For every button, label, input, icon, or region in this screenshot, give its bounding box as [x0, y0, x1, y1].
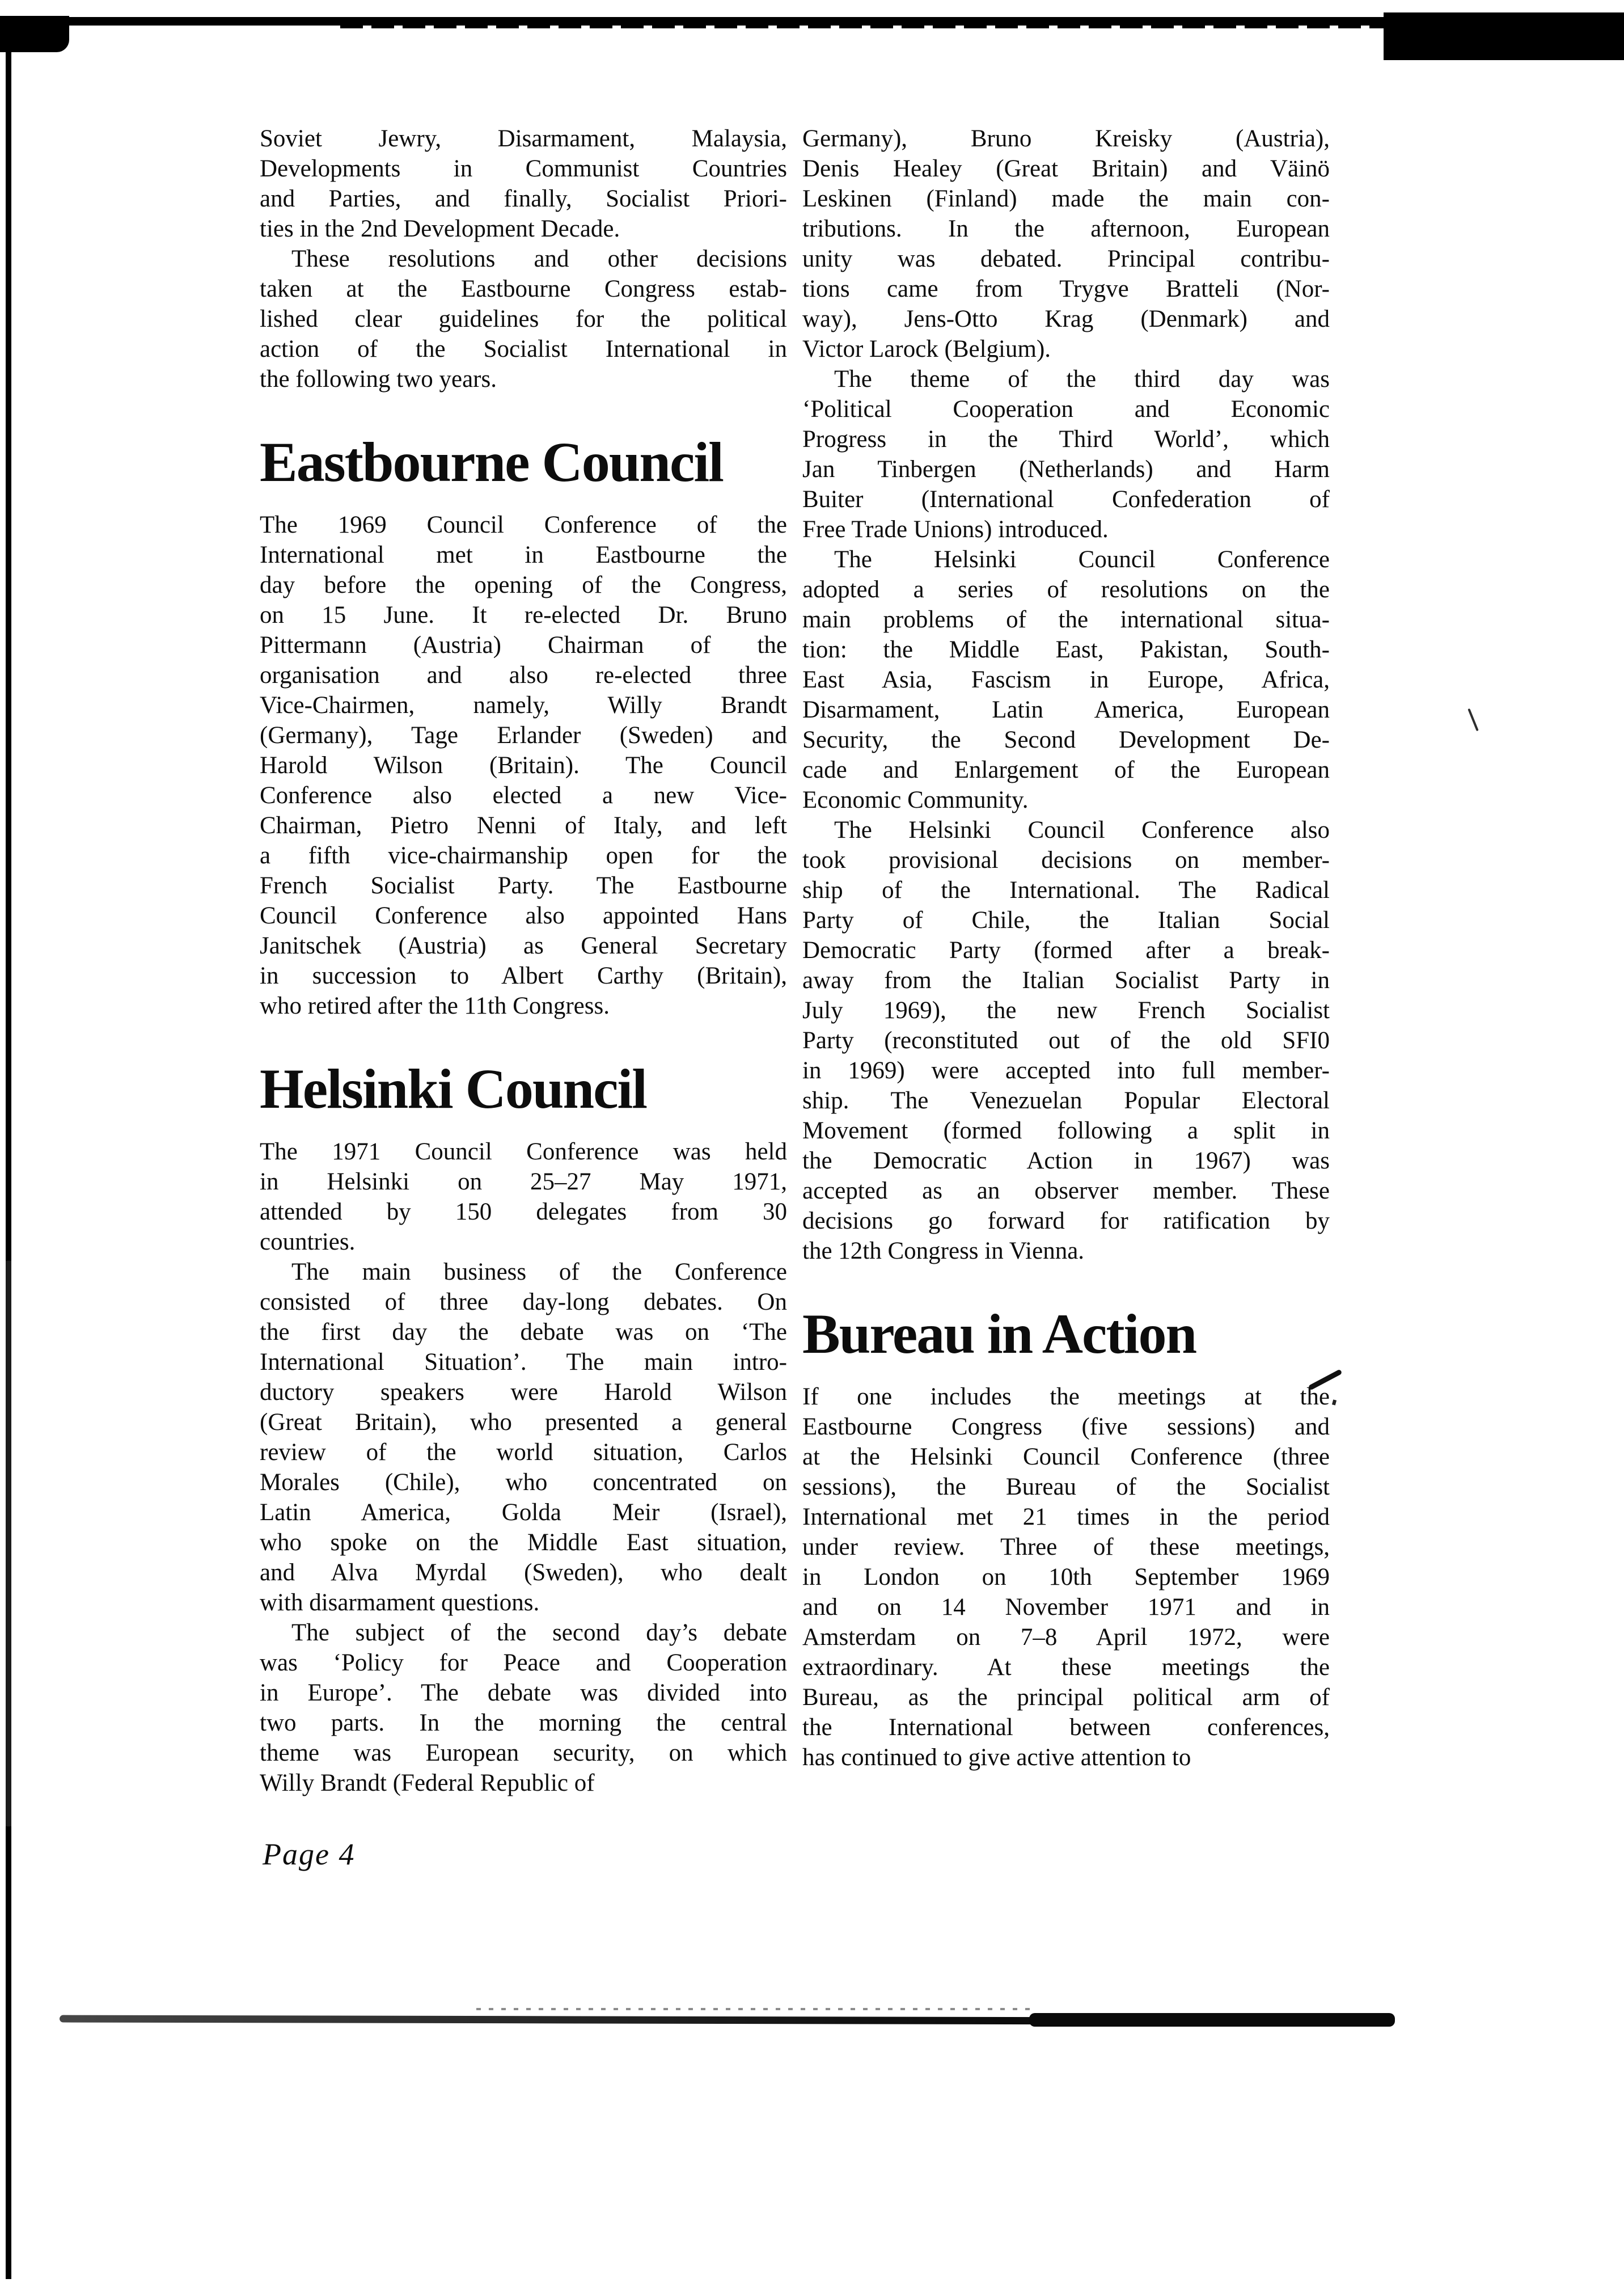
text-line: Soviet Jewry, Disarmament, Malaysia,	[260, 125, 787, 152]
text-line: If one includes the meetings at the	[802, 1383, 1330, 1410]
text-line: in 1969) were accepted into full member-	[802, 1057, 1330, 1084]
text-line: unity was debated. Principal contribu-	[802, 246, 1330, 272]
left-edge-scan-line	[6, 16, 11, 2279]
text-line: who retired after the 11th Congress.	[260, 993, 610, 1019]
text-line: (Great Britain), who presented a general	[260, 1409, 787, 1436]
text-line: Movement (formed following a split in	[802, 1117, 1330, 1144]
text-line: The Helsinki Council Conference	[834, 546, 1330, 573]
pen-dot-artifact	[1332, 1399, 1337, 1405]
text-line: ‘Political Cooperation and Economic	[802, 396, 1330, 423]
text-line: action of the Socialist International in	[260, 336, 787, 362]
text-line: adopted a series of resolutions on the	[802, 576, 1330, 603]
text-line: Germany), Bruno Kreisky (Austria),	[802, 125, 1330, 152]
section-heading: Eastbourne Council	[260, 431, 723, 493]
text-line: who spoke on the Middle East situation,	[260, 1529, 787, 1556]
text-line: cade and Enlargement of the European	[802, 757, 1330, 783]
text-line: ductory speakers were Harold Wilson	[260, 1379, 787, 1406]
text-line: Economic Community.	[802, 787, 1029, 813]
text-line: in Europe’. The debate was divided into	[260, 1680, 787, 1706]
text-line: two parts. In the morning the central	[260, 1710, 787, 1736]
text-line: under review. Three of these meetings,	[802, 1534, 1330, 1560]
text-line: and Alva Myrdal (Sweden), who dealt	[260, 1559, 787, 1586]
text-line: consisted of three day-long debates. On	[260, 1289, 787, 1315]
paragraph	[260, 1618, 787, 1798]
stray-mark-artifact	[1467, 708, 1478, 731]
text-line: in Helsinki on 25–27 May 1971,	[260, 1168, 787, 1195]
page-number-label: Page 4	[263, 1837, 356, 1871]
top-edge-scan-bar	[0, 17, 1624, 26]
text-line: Chairman, Pietro Nenni of Italy, and left	[260, 812, 787, 839]
text-line: was ‘Policy for Peace and Cooperation	[260, 1649, 787, 1676]
text-line: Amsterdam on 7–8 April 1972, were	[802, 1624, 1330, 1651]
text-line: the 12th Congress in Vienna.	[802, 1238, 1085, 1264]
text-line: day before the opening of the Congress,	[260, 572, 787, 598]
text-line: taken at the Eastbourne Congress estab-	[260, 276, 787, 302]
text-line: Disarmament, Latin America, European	[802, 697, 1330, 723]
text-line: the Democratic Action in 1967) was	[802, 1147, 1330, 1174]
text-line: with disarmament questions.	[260, 1589, 540, 1616]
text-line: sessions), the Bureau of the Socialist	[802, 1474, 1330, 1500]
text-line: decisions go forward for ratification by	[802, 1208, 1330, 1234]
text-line: Pittermann (Austria) Chairman of the	[260, 632, 787, 659]
text-line: countries.	[260, 1229, 356, 1255]
column-right	[802, 124, 1330, 1773]
text-line: Vice-Chairmen, namely, Willy Brandt	[260, 692, 787, 719]
text-line: Bureau, as the principal political arm of	[802, 1684, 1330, 1711]
text-line: the International between conferences,	[802, 1714, 1330, 1741]
text-line: theme was European security, on which	[260, 1740, 787, 1766]
text-line: tributions. In the afternoon, European	[802, 216, 1330, 242]
text-line: French Socialist Party. The Eastbourne	[260, 872, 787, 899]
text-line: away from the Italian Socialist Party in	[802, 967, 1330, 994]
text-line: a fifth vice-chairmanship open for the	[260, 842, 787, 869]
bottom-rule-scratch-faint	[476, 2008, 1038, 2010]
text-line: The subject of the second day’s debate	[291, 1619, 787, 1646]
text-line: on 15 June. It re-elected Dr. Bruno	[260, 602, 787, 628]
paragraph	[802, 1382, 1330, 1773]
text-line: International Situation’. The main intro-	[260, 1349, 787, 1375]
text-line: East Asia, Fascism in Europe, Africa,	[802, 666, 1330, 693]
paragraph	[260, 1137, 787, 1257]
text-line: organisation and also re-elected three	[260, 662, 787, 689]
text-line: and Parties, and finally, Socialist Priori-	[260, 185, 787, 212]
text-line: the following two years.	[260, 366, 497, 393]
paragraph	[802, 124, 1330, 364]
text-line: and on 14 November 1971 and in	[802, 1594, 1330, 1621]
paragraph	[260, 1257, 787, 1618]
text-line: Buiter (International Confederation of	[802, 486, 1330, 513]
text-line: main problems of the international situa-	[802, 606, 1330, 633]
text-line: The 1969 Council Conference of the	[260, 512, 787, 538]
text-line: The 1971 Council Conference was held	[260, 1138, 787, 1165]
column-left	[260, 124, 787, 1798]
text-line: Eastbourne Congress (five sessions) and	[802, 1413, 1330, 1440]
text-line: International met in Eastbourne the	[260, 542, 787, 568]
top-right-scan-block	[1384, 12, 1624, 60]
text-line: Developments in Communist Countries	[260, 155, 787, 182]
text-line: (Germany), Tage Erlander (Sweden) and	[260, 722, 787, 749]
top-edge-scan-bar-ragged	[340, 26, 1418, 28]
text-line: The theme of the third day was	[834, 366, 1330, 393]
text-line: Jan Tinbergen (Netherlands) and Harm	[802, 456, 1330, 483]
text-line: Free Trade Unions) introduced.	[802, 516, 1109, 543]
text-line: Democratic Party (formed after a break-	[802, 937, 1330, 964]
text-line: Party of Chile, the Italian Social	[802, 907, 1330, 934]
paragraph	[260, 510, 787, 1021]
text-line: International met 21 times in the period	[802, 1504, 1330, 1530]
text-line: These resolutions and other decisions	[291, 246, 787, 272]
text-line: July 1969), the new French Socialist	[802, 997, 1330, 1024]
text-line: The Helsinki Council Conference also	[834, 817, 1330, 843]
paragraph	[260, 124, 787, 244]
text-line: took provisional decisions on member-	[802, 847, 1330, 874]
text-line: lished clear guidelines for the political	[260, 306, 787, 332]
section-heading: Helsinki Council	[260, 1057, 647, 1120]
paragraph	[802, 815, 1330, 1266]
text-line: ship. The Venezuelan Popular Electoral	[802, 1087, 1330, 1114]
text-line: at the Helsinki Council Conference (three	[802, 1444, 1330, 1470]
text-line: Willy Brandt (Federal Republic of	[260, 1770, 595, 1796]
text-line: Progress in the Third World’, which	[802, 426, 1330, 453]
paragraph	[802, 545, 1330, 815]
text-line: accepted as an observer member. These	[802, 1178, 1330, 1204]
text-line: Security, the Second Development De-	[802, 727, 1330, 753]
section-heading: Bureau in Action	[802, 1302, 1196, 1365]
text-line: way), Jens-Otto Krag (Denmark) and	[802, 306, 1330, 332]
text-line: Party (reconstituted out of the old SFI0	[802, 1027, 1330, 1054]
text-line: Morales (Chile), who concentrated on	[260, 1469, 787, 1496]
bottom-rule-scratch-thick	[1029, 2013, 1395, 2027]
text-line: Conference also elected a new Vice-	[260, 782, 787, 809]
text-line: in London on 10th September 1969	[802, 1564, 1330, 1590]
text-line: in succession to Albert Carthy (Britain),	[260, 963, 787, 989]
text-line: attended by 150 delegates from 30	[260, 1199, 787, 1225]
text-line: ties in the 2nd Development Decade.	[260, 216, 620, 242]
text-line: the first day the debate was on ‘The	[260, 1319, 787, 1345]
text-line: extraordinary. At these meetings the	[802, 1654, 1330, 1681]
text-line: review of the world situation, Carlos	[260, 1439, 787, 1466]
text-line: Victor Larock (Belgium).	[802, 336, 1051, 362]
text-line: Council Conference also appointed Hans	[260, 902, 787, 929]
text-line: Harold Wilson (Britain). The Council	[260, 752, 787, 779]
paragraph	[802, 364, 1330, 545]
text-line: tion: the Middle East, Pakistan, South-	[802, 636, 1330, 663]
text-line: Janitschek (Austria) as General Secretary	[260, 932, 787, 959]
paragraph	[260, 244, 787, 394]
text-line: Leskinen (Finland) made the main con-	[802, 185, 1330, 212]
text-line: tions came from Trygve Bratteli (Nor-	[802, 276, 1330, 302]
text-line: Denis Healey (Great Britain) and Väinö	[802, 155, 1330, 182]
text-line: The main business of the Conference	[291, 1259, 787, 1285]
text-line: has continued to give active attention to	[802, 1744, 1191, 1771]
text-line: ship of the International. The Radical	[802, 877, 1330, 904]
text-line: Latin America, Golda Meir (Israel),	[260, 1499, 787, 1526]
